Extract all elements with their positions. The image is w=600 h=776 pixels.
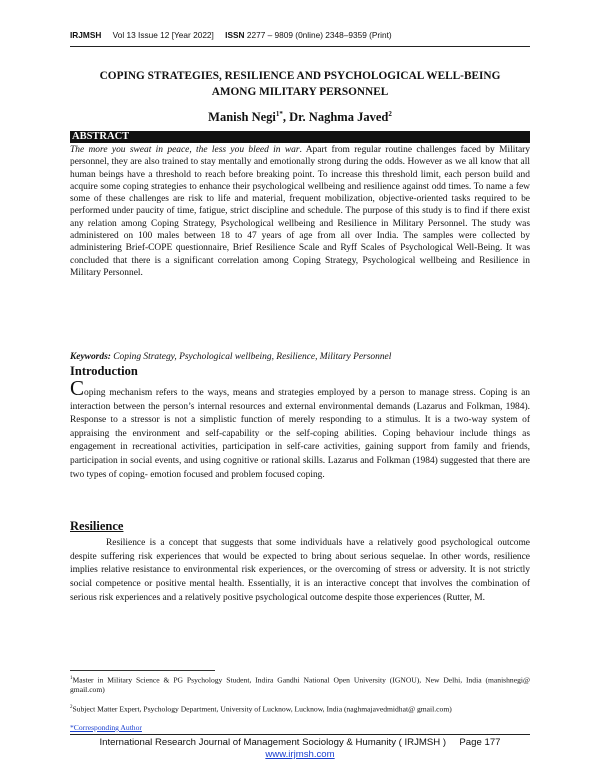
introduction-text [70, 376, 530, 482]
footnote-2 [70, 703, 530, 714]
author-1: Manish Negi [208, 110, 276, 125]
resilience-text: Resilience is a concept that suggests that some individuals have a relatively good psychological outcome despite suffering risk experiences that would be expected to bring about serious sequelae. In other words, resilience implies relative resistance to environmental risk experiences, or the overcoming of stress or adversity. It is not strictly social competence or positive mental health. Essentially, it is an interactive concept that involves the combination of serious risk experiences and a relatively positive psychological outcome despite those experiences (Rutter, M. [70, 538, 530, 603]
introduction-heading: Introduction [70, 364, 138, 378]
running-header [70, 30, 530, 40]
footer-journal-page: International Research Journal of Management Sociology & Humanity ( IRJMSH ) Page 177 [99, 737, 501, 748]
author-1-affil: 1* [275, 110, 283, 118]
corresponding-author-link[interactable]: *Corresponding Author [70, 723, 142, 732]
footnote-1-text: Master in Military Science & PG Psychology Student, Indira Gandhi National Open University (IGNOU), New Delhi, India (manishnegi@ gmail.com) [70, 675, 530, 695]
journal-abbrev: IRJMSH [70, 30, 102, 40]
title-line-2: AMONG MILITARY PERSONNEL [211, 86, 389, 98]
abstract-body: . Apart from regular routine challenges faced by Military personnel, they are also trained to stay mentally and emotionally strong during the odds. However as we all know that all human beings have a threshold to reach before breaking point. To increase this threshold limit, each person build and acquire some coping strategies to enhance their psychological wellbeing and resilience against odd times. To name a few some of these challenges are risk to life and material, frequent mobilization, objective-oriented tasks required to be performed under paucity of time, fatigue, strict discipline and schedule. The purpose of this study is to find if there exist any relation among Coping Strategy, Psychological wellbeing and Resilience in Military Personnel. The study was administered on 100 males between 18 to 47 years of age from all over India. The samples were collected by administering Brief-COPE questionnaire, Brief Resilience Scale and Ryff Scales of Psychological Well-Being. It was concluded that there is a significant correlation among Coping Strategy, Psychological wellbeing and Resilience in Military Personnel. [70, 145, 531, 278]
keywords-text: Coping Strategy, Psychological wellbeing, Resilience, Military Personnel [110, 352, 392, 362]
author-2-affil: 2 [388, 110, 392, 118]
journal-url-link[interactable]: www.irjmsh.com [265, 749, 335, 760]
footnote-2-mark: 2 [70, 705, 73, 710]
title-line-1: COPING STRATEGIES, RESILIENCE AND PSYCHOLOGICAL WELL-BEING [99, 70, 501, 82]
footer-rule [70, 734, 530, 735]
author-separator: , [282, 110, 290, 125]
issn-value: 2277 – 9809 (0nline) 2348–9359 (Print) [246, 30, 392, 40]
abstract-quote: The more you sweat in peace, the less you bleed in war [70, 145, 300, 155]
keywords [70, 351, 530, 363]
abstract-text [70, 144, 530, 279]
footnote-rule [70, 670, 215, 671]
paper-title [70, 68, 530, 100]
drop-cap: C [70, 376, 85, 400]
header-rule [70, 46, 530, 47]
keywords-label: Keywords: [70, 352, 111, 362]
footnote-1 [70, 674, 530, 695]
issn-label: ISSN [225, 30, 245, 40]
page-footer [70, 737, 530, 761]
author-2: Dr. Naghma Javed [289, 110, 389, 125]
volume-info: Vol 13 Issue 12 [Year 2022] [112, 30, 214, 40]
author-list [70, 110, 530, 125]
introduction-body: oping mechanism refers to the ways, means and strategies employed by a person to manage stress. Coping is an interaction between the person’s internal resources and external environmental demands (Lazarus and Folkman, 1984). Response to a stressor is not a simplistic function of merely responding to a stimulus. It is a two-way system of appraising the environment and self-capability or the self-coping abilities. Coping behaviour include things as engagement in recreational activities, participation in self-care activities, gaining support from family and friends, participation in social events, and using cognitive or rational skills. Lazarus and Folkman (1984) suggested that there are two types of coping- emotion focused and problem focused coping. [70, 388, 530, 480]
resilience-heading: Resilience [70, 519, 124, 533]
footnote-2-text: Subject Matter Expert, Psychology Department, University of Lucknow, Lucknow, India (naghmajavedmidhat@ gmail.com) [72, 704, 452, 714]
abstract-heading: ABSTRACT [70, 131, 530, 143]
footnote-1-mark: 1 [70, 676, 73, 681]
